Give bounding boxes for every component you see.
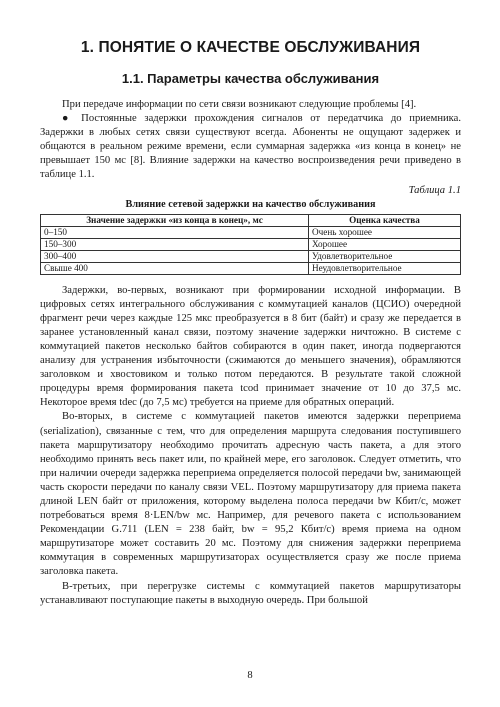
table-cell: Удовлетворительное: [309, 250, 461, 262]
table-cell: 0–150: [41, 226, 309, 238]
page-content: [40, 38, 461, 608]
table-row: [41, 250, 461, 262]
body-text: [40, 98, 461, 183]
paragraph-1: Задержки, во-первых, возникают при формировании исходной информации. В цифровых сетях интегрального обслуживания с коммутацией каналов (ЦСИО) очередной фрагмент речи через каждые 125 мкс преобразуется в 8 бит (байт) и сразу же передается в заранее установленный канал связи, поэтому значение задержки ничтожно. В системе с коммутацией пакетов несколько байтов собираются в один пакет, иногда подвергаются анализу для устранения избыточности (сжимаются до меньшего значения), обрамляются заголовком и хвостовиком и только потом передаются. В результате такой сложной процедуры время формирования пакета tcod принимает значение от 10 до 37,5 мс. Некоторое время tdec (до 7,5 мс) требуется на приеме для обратных операций.: [40, 284, 461, 409]
table-cell: Хорошее: [309, 238, 461, 250]
page-number: 8: [247, 670, 253, 681]
table-caption: Таблица 1.1: [408, 184, 461, 196]
table-cell: 150–300: [41, 238, 309, 250]
bullet-paragraph: ● Постоянные задержки прохождения сигналов от передатчика до приемника. Задержки в любых сетях связи существуют всегда. Абоненты не ощущают задержек и общаются в реальном режиме времени, если суммарная задержка «из конца в конец» не превышает 150 мс [8]. Влияние задержки на качество воспроизведения речи приведено в таблице 1.1.: [40, 113, 461, 181]
paragraph-2: Во-вторых, в системе с коммутацией пакетов имеются задержки переприема (serialization), связанные с тем, что для определения маршрута следования поступившего пакета маршрутизатору необходимо прочитать адресную часть пакета, а для этого необходимо принять весь пакет или, по крайней мере, его заголовок. Следует отметить, что при наличии очереди задержка переприема определяется полосой передачи bw, занимающей часть скорости передачи по каналу связи VEL. Поэтому маршрутизатору для приема пакета длиной LEN байт от приложения, которому выделена полоса передачи bw Кбит/с, может потребоваться время 8·LEN/bw мс. Например, для речевого пакета с использованием Рекомендации G.711 (LEN = 238 байт, bw = 95,2 Кбит/с) время приема на одном маршрутизаторе может составить 20 мс. Поэтому для снижения задержки переприема коммутация в современных маршрутизаторах осуществляется сразу же после приема заголовка пакета.: [40, 411, 461, 578]
table-header-delay: Значение задержки «из конца в конец», мс: [41, 214, 309, 226]
table-row: [41, 262, 461, 274]
table-row: [41, 238, 461, 250]
paragraph-3: В-третьих, при перегрузке системы с коммутацией пакетов маршрутизаторы устанавливают поступающие пакеты в выходную очередь. При большой: [40, 580, 461, 606]
section-title: 1.1. Параметры качества обслуживания: [121, 71, 380, 86]
body-text-continued: [40, 284, 461, 608]
table-header-row: [41, 214, 461, 226]
table-cell: Очень хорошее: [309, 226, 461, 238]
table-row: [41, 226, 461, 238]
delay-quality-table: [40, 214, 461, 275]
table-cell: Неудовлетворительное: [309, 262, 461, 274]
table-header-quality: Оценка качества: [309, 214, 461, 226]
chapter-title: 1. ПОНЯТИЕ О КАЧЕСТВЕ ОБСЛУЖИВАНИЯ: [80, 39, 421, 56]
table-title: Влияние сетевой задержки на качество обслуживания: [125, 198, 376, 210]
table-cell: 300–400: [41, 250, 309, 262]
intro-paragraph: При передаче информации по сети связи возникают следующие проблемы [4].: [62, 99, 417, 110]
table-cell: Свыше 400: [41, 262, 309, 274]
